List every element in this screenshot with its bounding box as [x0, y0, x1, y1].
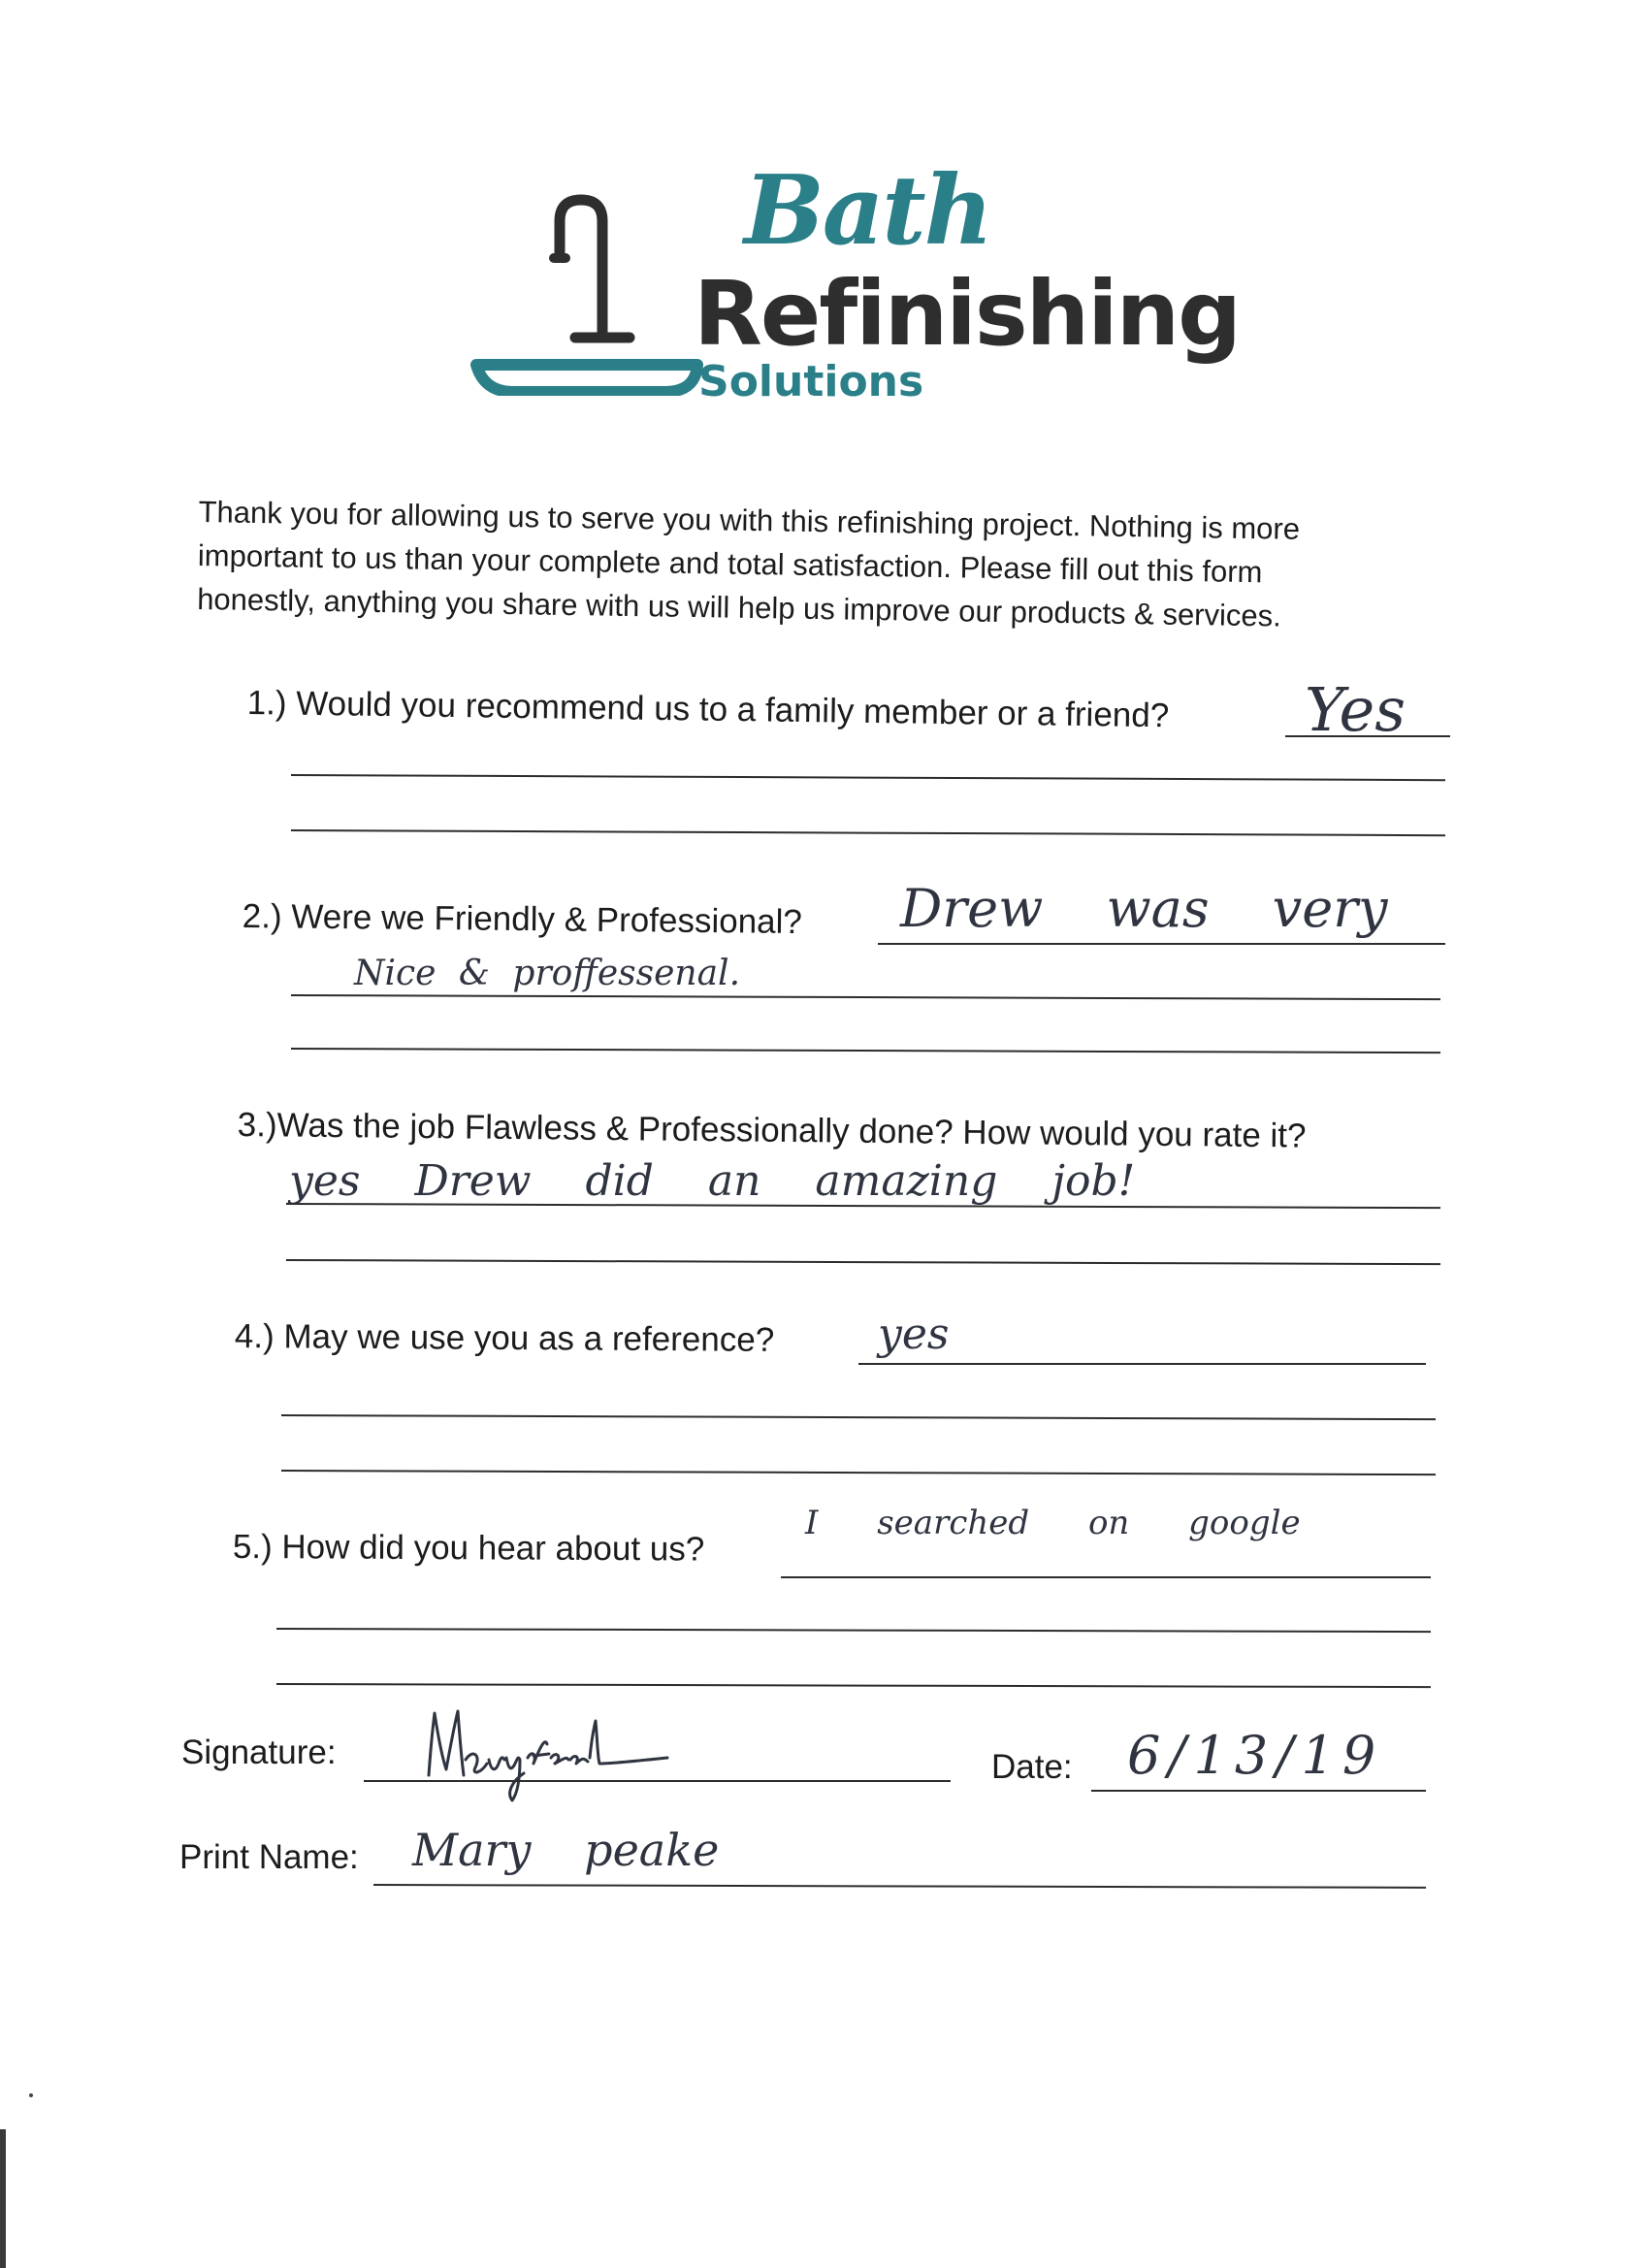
question-3-label: 3.)Was the job Flawless & Professionally done? How would you rate it?: [237, 1106, 1307, 1155]
question-4-answer-line[interactable]: [858, 1363, 1426, 1365]
brand-logo: [470, 155, 1246, 417]
question-5-line-2[interactable]: [276, 1628, 1431, 1633]
signature-label: Signature:: [181, 1733, 337, 1771]
question-2-answer-line-2: Nice & proffessenal.: [354, 954, 741, 993]
scan-speck: [29, 2093, 33, 2097]
question-2-line-3[interactable]: [291, 1048, 1440, 1053]
intro-line-2: important to us than your complete and total satisfaction. Please fill out this form: [197, 537, 1263, 590]
intro-paragraph: [197, 490, 1402, 639]
print-name-label: Print Name:: [179, 1838, 359, 1876]
question-4-label: 4.) May we use you as a reference?: [234, 1317, 775, 1359]
question-1-line-3[interactable]: [291, 829, 1445, 836]
question-4-line-3[interactable]: [281, 1470, 1436, 1475]
print-name-line[interactable]: [373, 1884, 1426, 1889]
question-5-line-3[interactable]: [276, 1683, 1431, 1688]
question-5-answer-line[interactable]: [781, 1576, 1431, 1578]
brand-name-refinishing: Refinishing: [694, 262, 1240, 366]
date-line[interactable]: [1091, 1790, 1426, 1792]
intro-line-1: Thank you for allowing us to serve you with this refinishing project. Nothing is more: [198, 494, 1301, 546]
question-3-line-2[interactable]: [286, 1259, 1440, 1265]
question-2-answer-line[interactable]: [878, 943, 1445, 945]
question-2-line-2[interactable]: [291, 994, 1440, 1000]
question-4-answer: yes: [878, 1310, 950, 1359]
brand-name-bath: Bath: [744, 155, 991, 267]
question-1-answer-line[interactable]: [1285, 735, 1450, 737]
question-2-answer-line-1: Drew was very: [900, 878, 1388, 939]
question-5-label: 5.) How did you hear about us?: [232, 1528, 705, 1569]
question-4-line-2[interactable]: [281, 1414, 1436, 1420]
date-value: 6/13/19: [1127, 1725, 1384, 1786]
intro-line-3: honestly, anything you share with us will help us improve our products & services.: [196, 581, 1282, 633]
question-5-answer: I searched on google: [805, 1504, 1301, 1542]
signature-line[interactable]: [364, 1780, 951, 1782]
scan-edge-mark: [0, 2129, 6, 2268]
brand-name-solutions: Solutions: [698, 357, 924, 406]
question-3-answer: yes Drew did an amazing job!: [289, 1156, 1136, 1206]
signature-image: [417, 1700, 679, 1806]
question-1-line-2[interactable]: [291, 774, 1445, 781]
print-name-value: Mary peake: [412, 1824, 720, 1876]
question-2-label: 2.) Were we Friendly & Professional?: [242, 897, 803, 942]
question-1-answer: Yes: [1305, 674, 1406, 745]
date-label: Date:: [991, 1748, 1073, 1786]
faucet-sink-icon: [470, 192, 703, 396]
question-1-label: 1.) Would you recommend us to a family member or a friend?: [246, 684, 1170, 735]
